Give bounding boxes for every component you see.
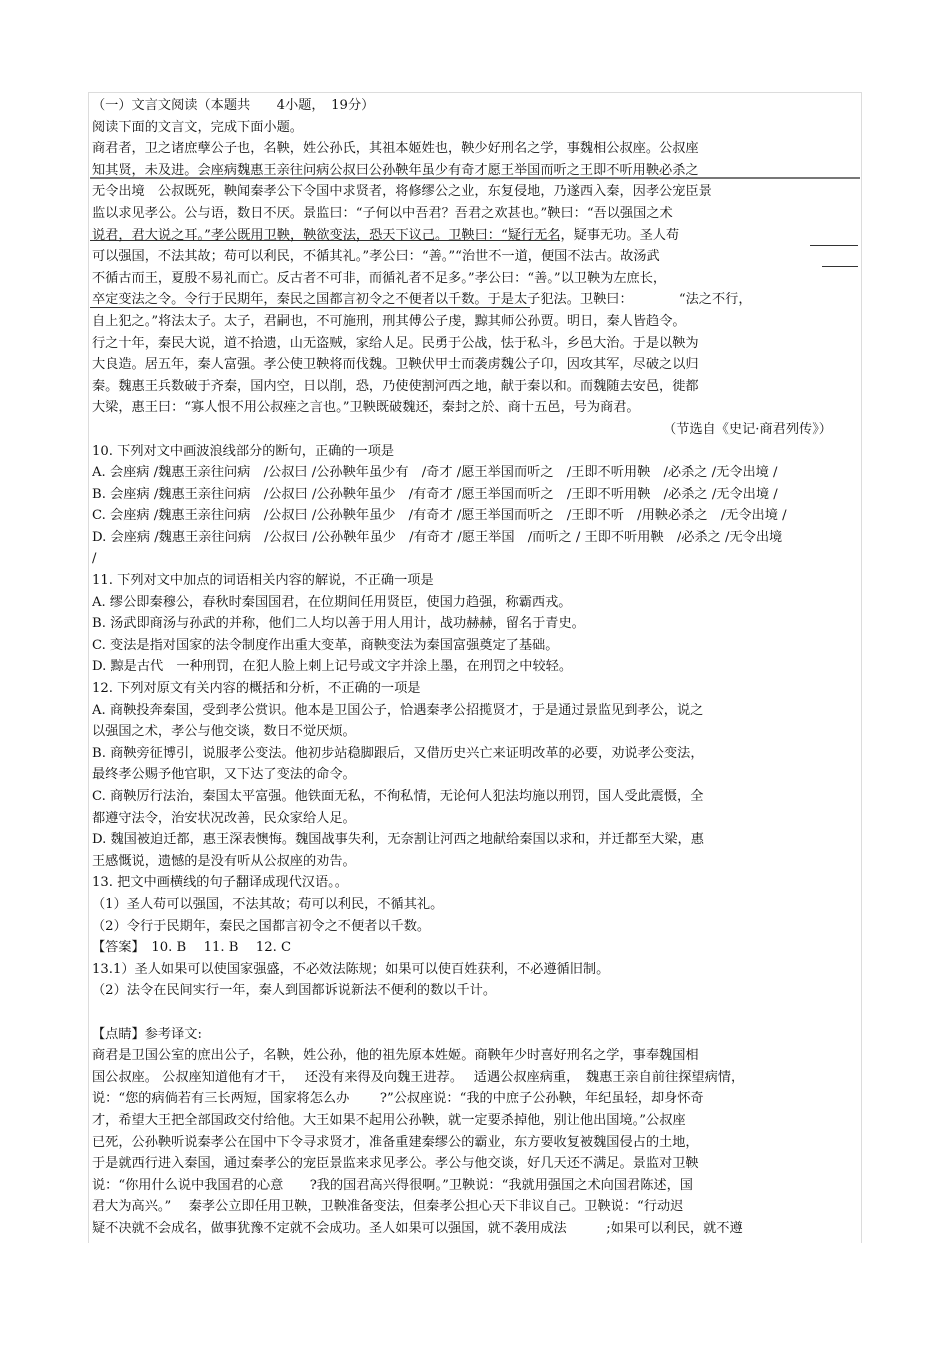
passage-line: 秦。魏惠王兵数破于齐秦，国内空，日以削，恐，乃使使割河西之地，献于秦以和。而魏随去安邑，徙都 [92, 378, 699, 394]
question-line: 11. 下列对文中加点的词语相关内容的解说，不正确一项是 [92, 573, 434, 589]
passage-line: 卒定变法之令。令行于民期年，秦民之国都言初令之不便者以千数。于是太子犯法。卫鞅曰： “法之不行， [92, 292, 752, 308]
passage-line: 可以强国，不法其故；苟可以利民，不循其礼。”孝公曰：“善。”“治世不一道，便国不法古。故汤武 [92, 249, 660, 265]
question-line: 13. 把文中画横线的句子翻译成现代汉语。。 [92, 875, 348, 891]
passage-line: 商君者，卫之诸庶孽公子也，名鞅，姓公孙氏，其祖本姬姓也，鞅少好刑名之学，事魏相公叔座。公叔座 [92, 141, 699, 157]
question-line: 12. 下列对原文有关内容的概括和分析，不正确的一项是 [92, 681, 421, 697]
question-line: C. 会座病 /魏惠王亲往问病 /公叔曰 /公孙鞅年虽少 /有奇才 /愿王举国而听之 /王即不听 /用鞅必杀之 /无令出境 / [92, 508, 787, 524]
document-body [92, 95, 862, 1239]
question-line: 10. 下列对文中画波浪线部分的断句，正确的一项是 [92, 443, 395, 459]
question-line: D. 魏国被迫迁都，惠王深表懊悔。魏国战事失利，无奈割让河西之地献给秦国以求和，并迁都至大梁，惠 [92, 832, 704, 848]
question-line: （2）令行于民期年，秦民之国都言初令之不便者以千数。 [92, 918, 431, 934]
translation-line: 国公叔座。 公叔座知道他有才干， 还没有来得及向魏王进荐。 适遇公叔座病重， 魏惠王亲自前往探望病情， [92, 1069, 745, 1085]
translation-line: 已死，公孙鞅听说秦孝公在国中下令寻求贤才，准备重建秦缪公的霸业，东方要收复被魏国侵占的土地， [92, 1134, 699, 1150]
passage-line: 监以求见孝公。公与语，数日不厌。景监曰：“子何以中吾君？吾君之欢甚也。”鞅曰：“吾以强国之术 [92, 205, 673, 221]
translation-heading: 【点睛】参考译文: [92, 1026, 202, 1042]
section-heading: （一）文言文阅读（本题共 4小题， 19分） [92, 98, 375, 113]
question-line: C. 变法是指对国家的法令制度作出重大变革，商鞅变法为秦国富强奠定了基础。 [92, 637, 559, 653]
passage-line: 不循古而王，夏殷不易礼而亡。反古者不可非，而循礼者不足多。”孝公曰：“善。”以卫鞅为左庶长， [92, 270, 667, 286]
question-line: 最终孝公赐予他官职，又下达了变法的命令。 [92, 767, 356, 783]
answer-line: 13.1）圣人如果可以使国家强盛，不必效法陈规；如果可以使百姓获利，不必遵循旧制。 [92, 961, 610, 977]
question-line: 王感慨说，遗憾的是没有听从公叔座的劝告。 [92, 853, 356, 869]
question-line: C. 商鞅厉行法治，秦国太平富强。他铁面无私，不徇私情，无论何人犯法均施以刑罚，国人受此震慑，全 [92, 789, 704, 804]
question-line: D. 黥是古代 一种刑罚，在犯人脸上刺上记号或文字并涂上墨，在刑罚之中较轻。 [92, 659, 573, 675]
question-line: 都遵守法令，治安状况改善，民众家给人足。 [92, 810, 356, 826]
question-line: A. 会座病 /魏惠王亲往问病 /公叔曰 /公孙鞅年虽少有 /奇才 /愿王举国而听之 /王即不听用鞅 /必杀之 /无令出境 / [92, 465, 778, 481]
passage-line: 无令出境 公叔既死，鞅闻秦孝公下令国中求贤者，将修缪公之业，东复侵地，乃遂西入秦，因孝公宠臣景 [92, 184, 712, 200]
question-line: 以强国之术，孝公与他交谈，数日不觉厌烦。 [92, 724, 356, 740]
question-line: B. 商鞅旁征博引，说服孝公变法。他初步站稳脚跟后，又借历史兴亡来证明改革的必要，劝说孝公变法， [92, 745, 704, 761]
question-line: A. 商鞅投奔秦国，受到孝公赏识。他本是卫国公子，恰遇秦孝公招揽贤才，于是通过景监见到孝公，说之 [92, 702, 704, 718]
question-line: B. 汤武即商汤与孙武的并称，他们二人均以善于用人用计，战功赫赫，留名于青史。 [92, 616, 585, 632]
question-line: D. 会座病 /魏惠王亲往问病 /公叔曰 /公孙鞅年虽少 /有奇才 /愿王举国 /而听之 / 王即不听用鞅 /必杀之 /无令出境 [92, 529, 783, 545]
question-line: / [92, 551, 97, 567]
passage-line: 知其贤，未及进。会座病魏惠王亲往问病公叔曰公孙鞅年虽少有奇才愿王举国而听之王即不听用鞅必杀之 [92, 162, 699, 178]
question-line: A. 缪公即秦穆公，春秋时秦国国君，在位期间任用贤臣，使国力趋强，称霸西戎。 [92, 594, 572, 610]
passage-line: 大梁，惠王曰：“寡人恨不用公叔痤之言也。”卫鞅既破魏还，秦封之於、商十五邑，号为商君。 [92, 400, 640, 416]
translation-line: 君大为高兴。” 秦孝公立即任用卫鞅，卫鞅准备变法，但秦孝公担心天下非议自己。卫鞅说：“行动迟 [92, 1199, 684, 1215]
answer-key: 【答案】 10. B 11. B 12. C [92, 940, 292, 956]
translation-line: 说：“您的病倘若有三长两短，国家将怎么办 ?”公叔座说：“我的中庶子公孙鞅，年纪虽轻，却身怀奇 [92, 1091, 704, 1107]
answer-line: （2）法令在民间实行一年，秦人到国都诉说新法不便利的数以千计。 [92, 983, 497, 999]
passage-line: 说君，君大说之耳。”孝公既用卫鞅，鞅欲变法，恐天下议己。卫鞅曰：“疑行无名，疑事无功。圣人苟 [92, 227, 680, 243]
passage-source: （节选自《史记·商君列传》） [662, 421, 832, 437]
translation-line: 疑不决就不会成名，做事犹豫不定就不会成功。圣人如果可以强国，就不袭用成法 ;如果可以利民，就不遵 [92, 1220, 743, 1236]
passage-line: 大良造。居五年，秦人富强。孝公使卫鞅将而伐魏。卫鞅伏甲士而袭虏魏公子卬，因攻其军，尽破之以归 [92, 357, 699, 373]
translation-line: 于是就西行进入秦国，通过秦孝公的宠臣景监来求见孝公。孝公与他交谈，好几天还不满足。景监对卫鞅 [92, 1156, 699, 1172]
translation-line: 才，希望大王把全部国政交付给他。大王如果不起用公孙鞅，就一定要杀掉他，别让他出国境。”公叔座 [92, 1112, 686, 1128]
translation-line: 商君是卫国公室的庶出公子，名鞅，姓公孙，他的祖先原本姓姬。商鞅年少时喜好刑名之学，事奉魏国相 [92, 1048, 699, 1064]
passage-line: 行之十年，秦民大说，道不拾遗，山无盗贼，家给人足。民勇于公战，怯于私斗，乡邑大治。于是以鞅为 [92, 335, 699, 351]
instruction: 阅读下面的文言文，完成下面小题。 [92, 119, 303, 135]
question-line: B. 会座病 /魏惠王亲往问病 /公叔曰 /公孙鞅年虽少 /有奇才 /愿王举国而听之 /王即不听用鞅 /必杀之 /无令出境 / [92, 486, 778, 502]
question-line: （1）圣人苟可以强国，不法其故；苟可以利民，不循其礼。 [92, 896, 444, 912]
passage-line: 自上犯之。”将法太子。太子，君嗣也，不可施刑，刑其傅公子虔，黥其师公孙贾。明日，秦人皆趋令。 [92, 313, 686, 329]
translation-line: 说：“你用什么说中我国君的心意 ?我的国君高兴得很啊。”卫鞅说：“我就用强国之术向国君陈述，国 [92, 1177, 693, 1193]
